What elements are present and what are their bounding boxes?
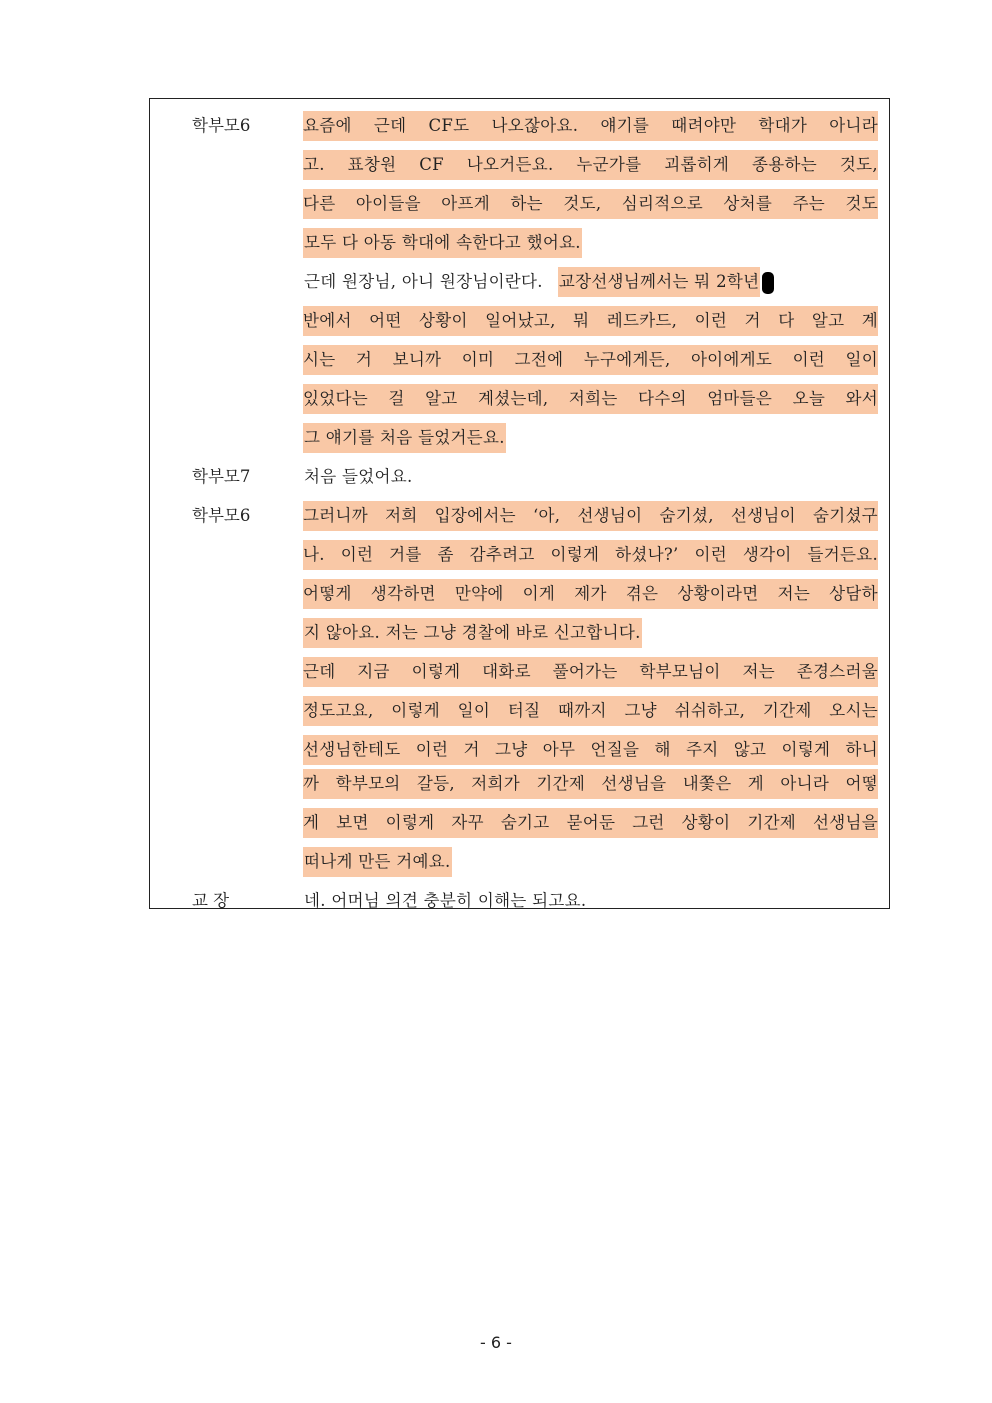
transcript-row — [150, 306, 889, 345]
highlighted-text: 떠나게 만든 거예요. — [303, 847, 452, 877]
plain-text: 처음 들었어요. — [304, 467, 413, 486]
highlighted-text: 반에서 어떤 상황이 일어났고, 뭐 레드카드, 이런 거 다 알고 계 — [303, 306, 878, 336]
transcript-line — [303, 111, 878, 141]
highlighted-text: 모두 다 아동 학대에 속한다고 했어요. — [303, 228, 582, 258]
plain-text: 근데 원장님, 아니 원장님이란다. — [304, 272, 543, 291]
speaker-label: 학부모6 — [192, 506, 251, 525]
highlighted-text: 정도고요, 이렇게 일이 터질 때까지 그냥 쉬쉬하고, 기간제 오시는 — [303, 696, 878, 726]
transcript-line — [303, 886, 878, 909]
transcript-line — [303, 345, 878, 375]
highlighted-text: 그 얘기를 처음 들었거든요. — [303, 423, 506, 453]
highlighted-text: 교장선생님께서는 뭐 2학년 — [558, 267, 761, 297]
transcript-row — [150, 501, 889, 540]
transcript-line — [303, 696, 878, 726]
highlighted-text: 그러니까 저희 입장에서는 ‘아, 선생님이 숨기셨, 선생님이 숨기셨구 — [303, 501, 878, 531]
transcript-row — [150, 462, 889, 501]
highlighted-text: 고. 표창원 CF 나오거든요. 누군가를 괴롭히게 종용하는 것도, — [303, 150, 878, 180]
transcript-line — [303, 735, 878, 765]
transcript-line — [303, 769, 878, 799]
transcript-line — [303, 267, 878, 297]
redaction-mark — [762, 272, 774, 294]
transcript-row — [150, 847, 889, 886]
transcript-line — [303, 501, 878, 531]
transcript-line — [303, 423, 878, 453]
transcript-line — [303, 540, 878, 570]
highlighted-text: 어떻게 생각하면 만약에 이게 제가 겪은 상황이라면 저는 상담하 — [303, 579, 878, 609]
transcript-box — [149, 98, 890, 909]
transcript-line — [303, 384, 878, 414]
transcript-line — [303, 462, 878, 492]
transcript-line — [303, 579, 878, 609]
transcript-row — [150, 618, 889, 657]
highlighted-text: 나. 이런 거를 좀 감추려고 이렇게 하셨나?’ 이런 생각이 들거든요. — [303, 540, 878, 570]
transcript-row — [150, 657, 889, 696]
transcript-line — [303, 657, 878, 687]
transcript-row — [150, 540, 889, 579]
transcript-line — [303, 150, 878, 180]
highlighted-text: 선생님한테도 이런 거 그냥 아무 언질을 해 주지 않고 이렇게 하니 — [303, 735, 878, 765]
speaker-label: 학부모7 — [192, 467, 251, 486]
transcript-row — [150, 345, 889, 384]
transcript-line — [303, 189, 878, 219]
highlighted-text: 시는 거 보니까 이미 그전에 누구에게든, 아이에게도 이런 일이 — [303, 345, 878, 375]
highlighted-text: 까 학부모의 갈등, 저희가 기간제 선생님을 내쫓은 게 아니라 어떻 — [303, 769, 878, 799]
transcript-row — [150, 267, 889, 306]
transcript-row — [150, 769, 889, 808]
transcript-row — [150, 808, 889, 847]
highlighted-text: 있었다는 걸 알고 계셨는데, 저희는 다수의 엄마들은 오늘 와서 — [303, 384, 878, 414]
transcript-row — [150, 189, 889, 228]
plain-text: 네. 어머님 의견 충분히 이해는 되고요. — [304, 891, 587, 909]
transcript-row — [150, 384, 889, 423]
speaker-label: 학부모6 — [192, 116, 251, 135]
highlighted-text: 게 보면 이렇게 자꾸 숨기고 묻어둔 그런 상황이 기간제 선생님을 — [303, 808, 878, 838]
transcript-line — [303, 618, 878, 648]
transcript-line — [303, 306, 878, 336]
page-number: - 6 - — [480, 1333, 512, 1352]
speaker-label: 교 장 — [192, 891, 230, 909]
transcript-row — [150, 111, 889, 150]
transcript-row — [150, 696, 889, 735]
highlighted-text: 요즘에 근데 CF도 나오잖아요. 얘기를 때려야만 학대가 아니라 — [303, 111, 878, 141]
transcript-row — [150, 150, 889, 189]
highlighted-text: 다른 아이들을 아프게 하는 것도, 심리적으로 상처를 주는 것도 — [303, 189, 878, 219]
highlighted-text: 지 않아요. 저는 그냥 경찰에 바로 신고합니다. — [303, 618, 642, 648]
transcript-row — [150, 228, 889, 267]
transcript-row — [150, 579, 889, 618]
transcript-line — [303, 228, 878, 258]
transcript-row — [150, 886, 889, 909]
highlighted-text: 근데 지금 이렇게 대화로 풀어가는 학부모님이 저는 존경스러울 — [303, 657, 878, 687]
transcript-line — [303, 847, 878, 877]
transcript-line — [303, 808, 878, 838]
transcript-row — [150, 423, 889, 462]
